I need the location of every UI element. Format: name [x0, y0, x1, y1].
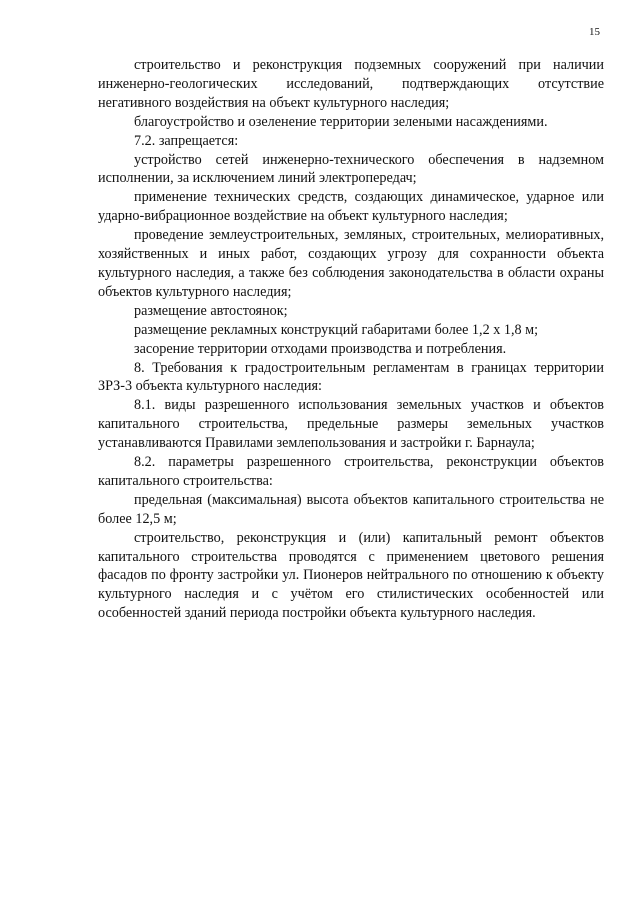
paragraph-advertising: размещение рекламных конструкций габаритами более 1,2 х 1,8 м;: [134, 321, 539, 338]
paragraph-parking: размещение автостоянок;: [134, 302, 288, 319]
paragraph-waste: засорение территории отходами производства и потребления.: [134, 340, 507, 357]
document-body: [98, 56, 604, 623]
paragraph-engineering-networks: устройство сетей инженерно-технического обеспечения в надземном исполнении, за исключением линий электропередач;: [98, 151, 604, 187]
paragraph-8-2-parameters: 8.2. параметры разрешенного строительства, реконструкции объектов капитального строительства:: [98, 454, 604, 489]
paragraph-max-height: предельная (максимальная) высота объектов капитального строительства не более 12,5 м;: [98, 491, 604, 527]
paragraph-facade-color: строительство, реконструкция и (или) капитальный ремонт объектов капитального строительства проводятся с применением цветового решения фасадов по фронту застройки ул. Пионеров нейтрального по отношению к объекту культурного наследия и с учётом его стилистических особенностей или особенностей зданий периода постройки объекта культурного наследия.: [98, 529, 604, 622]
paragraph-7-2-prohibited: 7.2. запрещается:: [134, 132, 239, 149]
paragraph-underground-construction: строительство и реконструкция подземных сооружений при наличии инженерно-геологических исследований, подтверждающих отсутствие негативного воздействия на объект культурного наследия;: [98, 57, 604, 111]
paragraph-8-1-land-use: 8.1. виды разрешенного использования земельных участков и объектов капитального строительства, предельные размеры земельных участков устанавливаются Правилами землепользования и застройки г. Барнаула;: [98, 397, 604, 452]
page-number: 15: [589, 26, 600, 38]
paragraph-earthworks: проведение землеустроительных, земляных, строительных, мелиоративных, хозяйственных и иных работ, создающих угрозу для сохранности объекта культурного наследия, а также без соблюдения законодательства в области охраны объектов культурного наследия;: [98, 227, 604, 300]
paragraph-8-requirements: 8. Требования к градостроительным регламентам в границах территории ЗРЗ-3 объекта культурного наследия:: [98, 359, 604, 395]
paragraph-dynamic-impact: применение технических средств, создающих динамическое, ударное или ударно-вибрационное воздействие на объект культурного наследия;: [98, 189, 604, 225]
paragraph-landscaping: благоустройство и озеленение территории зелеными насаждениями.: [134, 113, 548, 130]
